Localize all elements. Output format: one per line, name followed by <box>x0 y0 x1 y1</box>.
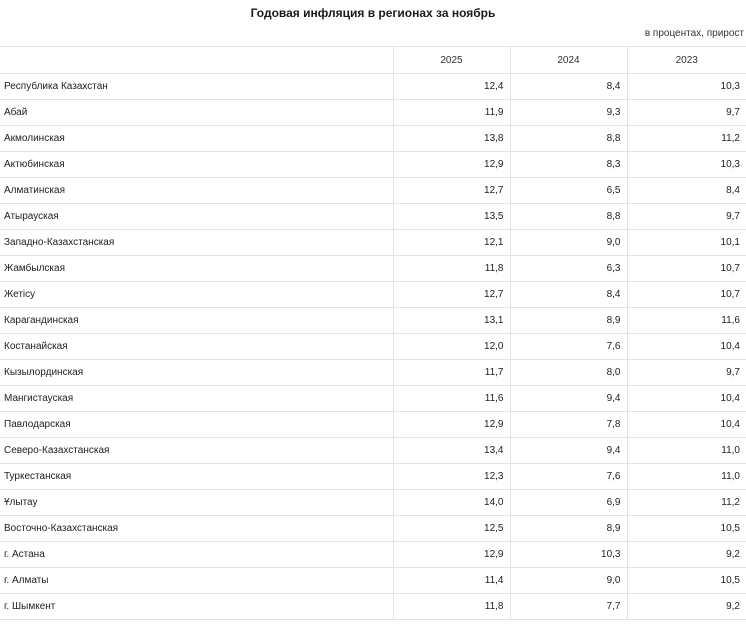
region-cell: Северо-Казахстанская <box>0 438 393 464</box>
table-row <box>0 594 746 620</box>
region-cell: Туркестанская <box>0 464 393 490</box>
value-2025-cell: 12,9 <box>393 412 510 438</box>
value-2025-cell: 12,9 <box>393 152 510 178</box>
value-2023-cell: 10,5 <box>627 516 746 542</box>
table-row <box>0 438 746 464</box>
value-2024-cell: 9,0 <box>510 568 627 594</box>
table-row <box>0 542 746 568</box>
value-2025-cell: 11,4 <box>393 568 510 594</box>
value-2023-cell: 9,7 <box>627 100 746 126</box>
table-row <box>0 230 746 256</box>
value-2025-cell: 14,0 <box>393 490 510 516</box>
value-2024-cell: 8,9 <box>510 308 627 334</box>
value-2023-cell: 11,2 <box>627 126 746 152</box>
table-row <box>0 126 746 152</box>
value-2023-cell: 10,7 <box>627 282 746 308</box>
value-2023-cell: 11,6 <box>627 308 746 334</box>
value-2023-cell: 11,0 <box>627 464 746 490</box>
region-cell: Карагандинская <box>0 308 393 334</box>
value-2024-cell: 8,4 <box>510 74 627 100</box>
value-2023-cell: 10,3 <box>627 74 746 100</box>
table-row <box>0 568 746 594</box>
table-row <box>0 256 746 282</box>
region-cell: г. Алматы <box>0 568 393 594</box>
value-2024-cell: 8,4 <box>510 282 627 308</box>
value-2024-cell: 8,3 <box>510 152 627 178</box>
column-header-region <box>0 47 393 74</box>
value-2023-cell: 10,3 <box>627 152 746 178</box>
value-2025-cell: 12,9 <box>393 542 510 568</box>
value-2025-cell: 11,6 <box>393 386 510 412</box>
value-2023-cell: 10,4 <box>627 334 746 360</box>
value-2024-cell: 8,8 <box>510 204 627 230</box>
value-2025-cell: 12,3 <box>393 464 510 490</box>
table-title: Годовая инфляция в регионах за ноябрь <box>250 6 496 20</box>
value-2023-cell: 10,4 <box>627 412 746 438</box>
value-2024-cell: 7,8 <box>510 412 627 438</box>
value-2024-cell: 10,3 <box>510 542 627 568</box>
inflation-table <box>0 46 746 620</box>
value-2025-cell: 11,7 <box>393 360 510 386</box>
table-row <box>0 308 746 334</box>
region-cell: Республика Казахстан <box>0 74 393 100</box>
table-row <box>0 334 746 360</box>
value-2023-cell: 9,7 <box>627 360 746 386</box>
column-header-2023: 2023 <box>627 47 746 74</box>
value-2024-cell: 9,4 <box>510 386 627 412</box>
region-cell: Павлодарская <box>0 412 393 438</box>
unit-note: в процентах, прирост <box>644 28 744 39</box>
value-2023-cell: 10,4 <box>627 386 746 412</box>
value-2023-cell: 11,2 <box>627 490 746 516</box>
region-cell: Жетісу <box>0 282 393 308</box>
table-row <box>0 100 746 126</box>
value-2023-cell: 10,5 <box>627 568 746 594</box>
table-row <box>0 386 746 412</box>
region-cell: Жамбылская <box>0 256 393 282</box>
value-2024-cell: 6,3 <box>510 256 627 282</box>
value-2024-cell: 8,0 <box>510 360 627 386</box>
value-2023-cell: 8,4 <box>627 178 746 204</box>
region-cell: Ұлытау <box>0 490 393 516</box>
region-cell: Западно-Казахстанская <box>0 230 393 256</box>
value-2024-cell: 9,3 <box>510 100 627 126</box>
region-cell: Мангистауская <box>0 386 393 412</box>
table-body <box>0 74 746 620</box>
table-row <box>0 74 746 100</box>
value-2025-cell: 12,0 <box>393 334 510 360</box>
table-row <box>0 412 746 438</box>
value-2025-cell: 12,7 <box>393 282 510 308</box>
table-header-row <box>0 47 746 74</box>
region-cell: г. Шымкент <box>0 594 393 620</box>
value-2025-cell: 13,5 <box>393 204 510 230</box>
table-row <box>0 360 746 386</box>
table-row <box>0 516 746 542</box>
column-header-2024: 2024 <box>510 47 627 74</box>
value-2025-cell: 13,1 <box>393 308 510 334</box>
value-2024-cell: 6,9 <box>510 490 627 516</box>
table-row <box>0 464 746 490</box>
region-cell: Кызылординская <box>0 360 393 386</box>
value-2025-cell: 12,4 <box>393 74 510 100</box>
value-2025-cell: 12,5 <box>393 516 510 542</box>
value-2025-cell: 11,8 <box>393 594 510 620</box>
value-2024-cell: 9,0 <box>510 230 627 256</box>
table-row <box>0 490 746 516</box>
column-header-2025: 2025 <box>393 47 510 74</box>
region-cell: Восточно-Казахстанская <box>0 516 393 542</box>
value-2025-cell: 12,1 <box>393 230 510 256</box>
value-2025-cell: 11,9 <box>393 100 510 126</box>
table-row <box>0 204 746 230</box>
value-2024-cell: 9,4 <box>510 438 627 464</box>
value-2024-cell: 7,6 <box>510 334 627 360</box>
value-2024-cell: 8,9 <box>510 516 627 542</box>
value-2023-cell: 9,2 <box>627 542 746 568</box>
value-2023-cell: 10,7 <box>627 256 746 282</box>
value-2024-cell: 7,7 <box>510 594 627 620</box>
region-cell: Алматинская <box>0 178 393 204</box>
value-2023-cell: 9,7 <box>627 204 746 230</box>
value-2024-cell: 8,8 <box>510 126 627 152</box>
value-2024-cell: 7,6 <box>510 464 627 490</box>
region-cell: Актюбинская <box>0 152 393 178</box>
value-2024-cell: 6,5 <box>510 178 627 204</box>
value-2025-cell: 13,4 <box>393 438 510 464</box>
value-2025-cell: 11,8 <box>393 256 510 282</box>
region-cell: г. Астана <box>0 542 393 568</box>
value-2023-cell: 9,2 <box>627 594 746 620</box>
region-cell: Акмолинская <box>0 126 393 152</box>
table-row <box>0 178 746 204</box>
region-cell: Костанайская <box>0 334 393 360</box>
region-cell: Атырауская <box>0 204 393 230</box>
table-row <box>0 282 746 308</box>
value-2025-cell: 13,8 <box>393 126 510 152</box>
region-cell: Абай <box>0 100 393 126</box>
value-2025-cell: 12,7 <box>393 178 510 204</box>
value-2023-cell: 10,1 <box>627 230 746 256</box>
table-row <box>0 152 746 178</box>
value-2023-cell: 11,0 <box>627 438 746 464</box>
